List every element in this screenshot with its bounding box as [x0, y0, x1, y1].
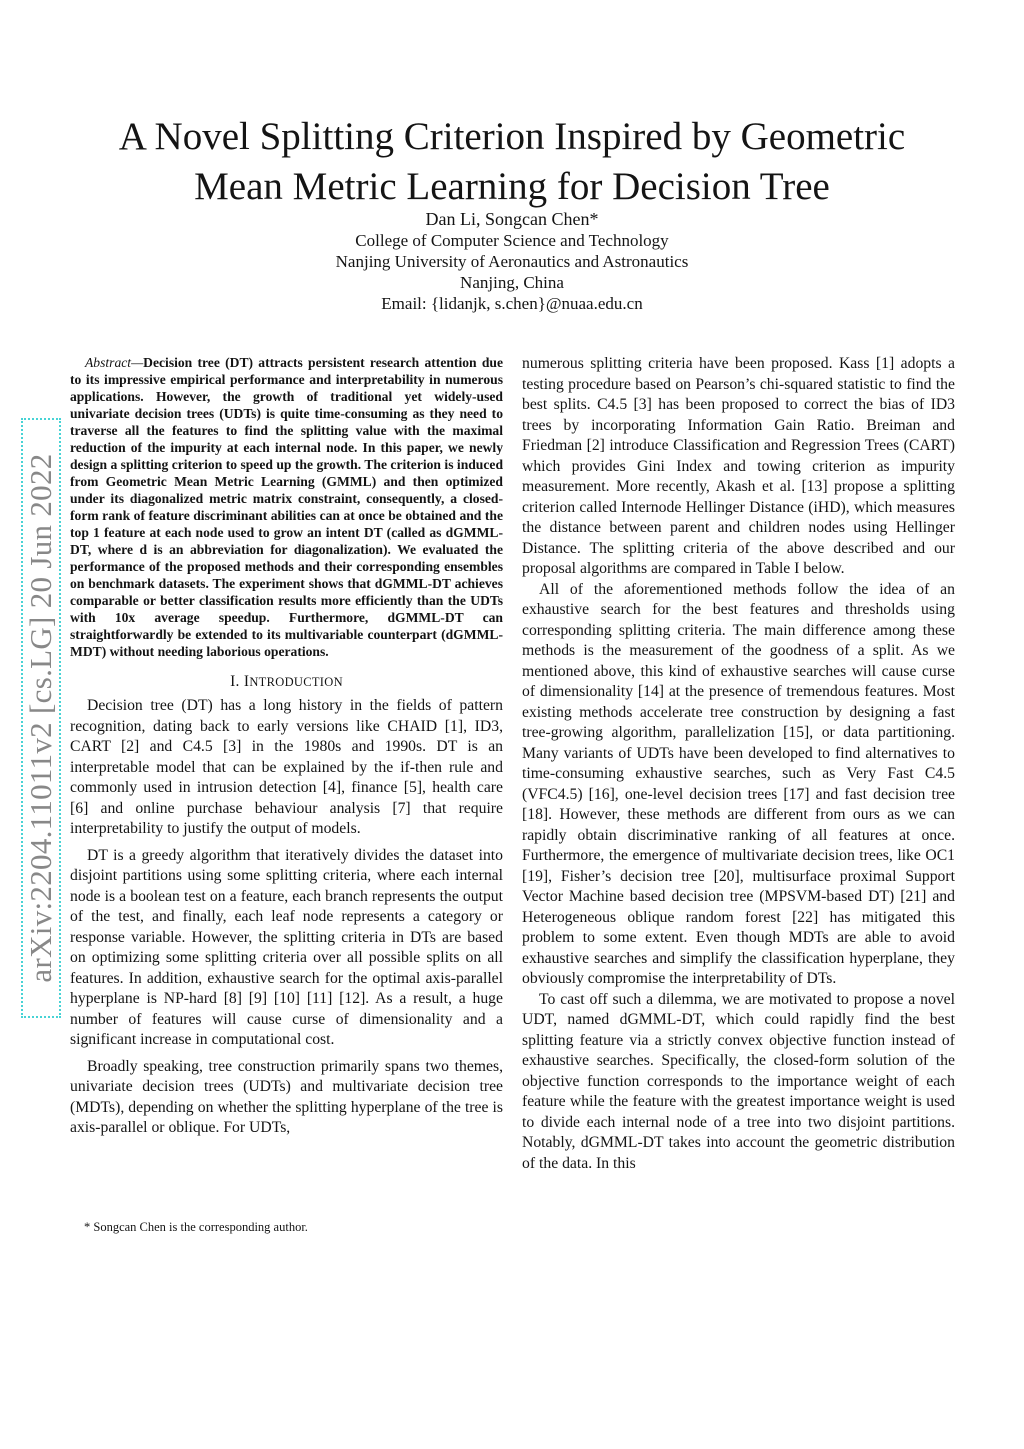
title-line-2: Mean Metric Learning for Decision Tree	[194, 165, 830, 209]
intro-paragraph: Broadly speaking, tree construction primarily spans two themes, univariate decision trees (UDTs) and multivariate decision tree (MDTs), depending on whether the splitting hyperplane of the tree is axis-parallel or oblique. For UDTs,	[70, 1057, 503, 1136]
intro-paragraph: Decision tree (DT) has a long history in the fields of pattern recognition, dating back to early versions like CHAID [1], ID3, CART [2] and C4.5 [3] in the 1980s and 1990s. DT is an interpretable model that can be explained by the if-then rule and commonly used in intrusion detection [4], finance [5], health care [6] and online purchase behaviour analysis [7] that require interpretability to justify the output of models.	[70, 697, 503, 837]
body-paragraph: All of the aforementioned methods follow the idea of an exhaustive search for the best features and thresholds using corresponding splitting criteria. The main difference among these methods is the measurement of the goodness of a split. As we mentioned above, this kind of exhaustive searches will cause curse of dimensionality [14] at the presence of tremendous features. Most existing methods accelerate tree construction by designing a fast tree-growing algorithm, parallelization [15], or data partitioning. Many variants of UDTs have been developed to find alternatives to time-consuming exhaustive searches, such as Very Fast C4.5 (VFC4.5) [16], one-level decision trees [17] and fast decision tree [18]. However, these methods are different from ours as we can rapidly obtain discriminative ranking of all features at once. Furthermore, the emergence of multivariate decision trees, like OC1 [19], Fisher’s decision tree [20], multisurface proximal Support Vector Machine based decision tree (MPSVM-based DT) [21] and Heterogeneous oblique random forest [22] has mitigated this problem to some extent. Even though MDTs are able to avoid exhaustive searches and simplify the classification hyperplane, they obviously compromise the interpretability of DTs.	[522, 580, 955, 987]
section-title-rest: NTRODUCTION	[249, 675, 343, 689]
arxiv-identifier: arXiv:2204.11011v2 [cs.LG] 20 Jun 2022	[21, 418, 61, 1018]
title-line-1: A Novel Splitting Criterion Inspired by Geometric	[118, 115, 906, 159]
author-names: Dan Li, Songcan Chen*	[425, 209, 599, 229]
author-email: Email: {lidanjk, s.chen}@nuaa.edu.cn	[381, 294, 643, 313]
abstract-lead: Abstract—	[85, 355, 144, 370]
intro-paragraph: DT is a greedy algorithm that iteratively divides the dataset into disjoint partitions using some splitting criteria, where each internal node is a boolean test on a feature, each branch represents the output of the test, and finally, each leaf node represents a category or response variable. However, the splitting criteria in DTs are based on optimizing some splitting criteria over all possible splits on all features. In addition, exhaustive search for the optimal axis-parallel hyperplane is NP-hard [8] [9] [10] [11] [12]. As a result, a huge number of features will cause curse of dimensionality and a significant increase in computational cost.	[70, 846, 503, 1048]
affiliation-university: Nanjing University of Aeronautics and Astronautics	[335, 252, 689, 271]
section-title-initial: I	[243, 673, 250, 690]
paper-title	[40, 112, 984, 212]
section-number: I.	[230, 673, 244, 690]
section-heading-introduction	[70, 672, 503, 692]
author-block	[200, 208, 824, 314]
left-column	[70, 354, 503, 1139]
body-paragraph: To cast off such a dilemma, we are motivated to propose a novel UDT, named dGMML-DT, which could rapidly find the best splitting feature via a strictly convex objective function instead of exhaustive searches. Specifically, the closed-form solution of the objective function corresponds to the importance weight of each feature while the feature with the greatest importance weight is used to divide each internal node of a tree into two disjoint partitions. Notably, dGMML-DT takes into account the geometric distribution of the data. In this	[522, 990, 955, 1172]
affiliation-department: College of Computer Science and Technology	[355, 231, 669, 250]
body-paragraph: numerous splitting criteria have been proposed. Kass [1] adopts a testing procedure based on Pearson’s chi-squared statistic to find the best splits. C4.5 [3] has been proposed to correct the bias of ID3 trees by incorporating Information Gain Ratio. Breiman and Friedman [2] introduce Classification and Regression Trees (CART) which provides Gini Index and towing criterion as impurity measurement. More recently, Akash et al. [13] propose a splitting criterion called Internode Hellinger Distance (iHD), which measures the distance between parent and children nodes using Hellinger Distance. The splitting criteria of the above described and our proposal algorithms are compared in Table I below.	[522, 355, 955, 577]
abstract	[70, 354, 503, 660]
affiliation-location: Nanjing, China	[460, 273, 564, 292]
right-column	[522, 354, 955, 1174]
footnote: * Songcan Chen is the corresponding author.	[84, 1220, 308, 1234]
abstract-text: Decision tree (DT) attracts persistent research attention due to its impressive empirical performance and interpretability in numerous applications. However, the growth of traditional yet widely-used univariate decision trees (UDTs) is quite time-consuming as they need to traverse all the features to find the splitting value with the maximal reduction of the impurity at each internal node. In this paper, we newly design a splitting criterion to speed up the growth. The criterion is induced from Geometric Mean Metric Learning (GMML) and then optimized under its diagonalized metric matrix constraint, consequently, a closed-form rank of feature discriminant abilities can at once be obtained and the top 1 feature at each node used to grow an intent DT (called as dGMML-DT, where d is an abbreviation for diagonalization). We evaluated the performance of the proposed methods and their corresponding ensembles on benchmark datasets. The experiment shows that dGMML-DT achieves comparable or better classification results more efficiently than the UDTs with 10x average speedup. Furthermore, dGMML-DT can straightforwardly be extended to its multivariable counterpart (dGMML-MDT) without needing laborious operations.	[70, 355, 503, 659]
